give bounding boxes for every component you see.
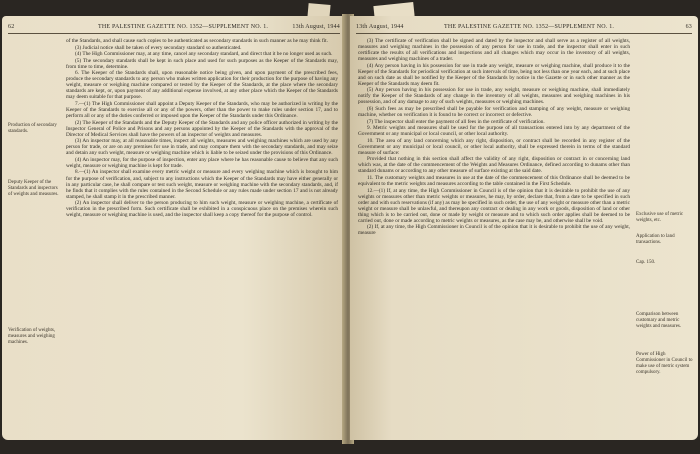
right-page (350, 16, 698, 440)
paragraph: 10. The area of any land concerning which any right, disposition, or contract shall be recorded in any register of the Government or any municipal or local council, or other local authority, shall be expressed therein in terms of the standard measure of surface: (358, 137, 630, 156)
text-column (358, 38, 630, 237)
paragraph: (7) The inspector shall enter the payment of all fees in the certificate of verification. (367, 118, 545, 125)
left-page (2, 16, 346, 440)
margin-note: Production of secondary standards. (8, 123, 57, 134)
paragraph: 12.—(1) If, at any time, the High Commissioner in Council is of the opinion that it is desirable to prohibit the use of any weights or measures other than metric weights or measures, he may, by order, declare that, from a date to be specified in such order and with such reservations (if any) as may be specified in such order, the use of any weight or measure other than a metric weight or measure shall be unlawful, and thereupon any contract or dealing in any work or goods, disposition of land or other thing which is to be carried out, done or made by weight or measure and to which such order applies shall be deemed to be carried out, done or made according to metric weights or measures, as the case may be, and otherwise shall be void. (358, 187, 630, 224)
paragraph: (2) An inspector shall deliver to the person producing to him such weight, measure or weighing machine, a certificate of verification in the prescribed form. Such certificate shall be exhibited in a conspicuous place on the premises wherein such weight, measure or weighing machine is used, and the inspector shall keep a copy thereof for the purpose of control. (66, 200, 338, 219)
paragraph: of the Standards, and shall cause such copies to be authenticated as secondary standards in such manner as he may think fit. (66, 38, 328, 44)
paragraph: (2) If, at any time, the High Commissioner in Council is of the opinion that it is desirable to prohibit the use of any weight, measure (358, 224, 630, 237)
text-column (66, 38, 338, 219)
paragraph: (4) The High Commissioner may, at any time, cancel any secondary standard, and direct that it be no longer used as such. (75, 51, 333, 58)
margin-note: Deputy Keeper of the Standards and inspectors of weights and measures. (8, 180, 59, 197)
paragraph: 8.—(1) An inspector shall examine every metric weight or measure and every weighing machine which is brought to him for the purpose of verification, and, subject to any instructions which the Keeper of the Standards may have either generally or in any particular case, he shall compare or test such weight, measure or weighing machine with the secondary standards, and, if he finds that it complies with the rules contained in the Second Schedule or any rules made under section 17 and is not already stamped, he shall stamp it in the prescribed manner. (66, 169, 338, 200)
running-title: THE PALESTINE GAZETTE NO. 1352—SUPPLEMENT NO. 1. (444, 24, 615, 30)
margin-note: Exclusive use of metric weights, etc. (636, 212, 684, 223)
paragraph: (4) An inspector may, for the purpose of inspection, enter any place where he has reasonable cause to believe that any such weight, measure or weighing machine is kept for trade. (66, 156, 338, 169)
margin-note: Verification of weights, measures and weighing machines. (8, 328, 56, 345)
issue-date: 13th August, 1944 (356, 24, 404, 30)
paragraph: 11. The customary weights and measures in use at the date of the commencement of this Ordinance shall be deemed to be equivalent to the metric weights and measures according to the table contained in the First Schedule. (358, 175, 630, 188)
open-gazette-book (2, 2, 698, 450)
paragraph: (3) Judicial notice shall be taken of every secondary standard so authenticated. (75, 44, 242, 51)
paragraph: (6) Such fees as may be prescribed shall be payable for verification and stamping of any weight, measure or weighing machine, whether on verification it is found to be correct or incorrect or defective. (358, 106, 630, 119)
paragraph: Provided that nothing in this section shall affect the validity of any right, disposition or contract in or concerning land which was, at the date of the commencement of the Weights and Measures Ordinance, defined according to dunams other than standard dunams or according to any other measure of surface existing at the said date. (358, 156, 630, 175)
page-number: 62 (8, 24, 15, 30)
issue-date: 13th August, 1944 (292, 24, 340, 30)
paragraph: 6. The Keeper of the Standards shall, upon reasonable notice being given, and upon payment of the prescribed fees, produce the secondary standards to any person who makes written application for their production for the purpose of having any weight, measure or weighing machine compared or tested by the Keeper of the Standards, at the place where the secondary standards are kept, or, upon payment of any additional expense involved, at any other place which the Keeper of the Standards may deem suitable for that purpose. (66, 70, 338, 101)
paragraph: (5) Any person having in his possession for use in trade, any weight, measure or weighing machine, shall immediately notify the Keeper of the Standards of any change in the inventory of all weights, measures and weighing machines in his possession, and of any damage to any of such weights, measures or weighing machines. (358, 87, 630, 106)
paragraph: (5) The secondary standards shall be kept in such place and used for such purposes as the Keeper of the Standards may, from time to time, determine. (66, 57, 338, 70)
paragraph: (3) The certificate of verification shall be signed and dated by the inspector and shall serve as a register of all weights, measures and weighing machines in the possession of any person for use in trade, and the inspector shall enter in such certificate the results of all verifications and inspections and all changes which may occur in the inventory of all weights, measures and weighing machines of a trader. (358, 38, 630, 63)
page-number: 63 (685, 24, 692, 30)
paragraph: (2) The Keeper of the Standards and the Deputy Keeper of the Standards and any police officer authorized in writing by the Inspector General of Police and Prisons and any persons appointed by the Keeper of the Standards with the approval of the Director of Medical Services shall have the powers of an inspector of weights and measures. (66, 119, 338, 138)
paragraph: 7.—(1) The High Commissioner shall appoint a Deputy Keeper of the Standards, who may be authorized in writing by the Keeper of the Standards to exercise all or any of the powers, other than the power to make rules under section 17, and to perform all or any of the duties conferred or imposed upon the Keeper of the Standards under this Ordinance. (66, 100, 338, 120)
margin-note: Application to land transactions. (636, 234, 675, 245)
header-rule (356, 33, 692, 34)
margin-note: Cap. 150. (636, 260, 656, 265)
margin-note: Comparison between customary and metric weights and measures. (636, 312, 682, 329)
header-rule (8, 33, 340, 34)
paragraph: (3) An inspector may, at all reasonable times, inspect all weights, measures and weighing machines which are used by any person for trade, or are on any premises for use in trade, and may compare them with the secondary standards, and may seize and detain any such weight, measure or weighing machine which is liable to be seized under the provisions of this Ordinance. (66, 138, 338, 157)
running-title: THE PALESTINE GAZETTE NO. 1352—SUPPLEMENT NO. 1. (98, 24, 269, 30)
paragraph: (4) Any person having in his possession for use in trade any weight, measure or weighing machine, shall produce it to the Keeper of the Standards for periodical verification at such intervals of time, being not less than one year each, and at such place and on such date as shall be notified by the Keeper of the Standards by notice in the Gazette or in such other manner as the Keeper of the Standards may deem fit. (358, 62, 630, 87)
paragraph: 9. Metric weights and measures shall be used for the purpose of all transactions entered into by any department of the Government or any municipal or local council, or other local authority. (358, 125, 630, 138)
margin-note: Power of High Commissioner in Council to make use of metric system compulsory. (636, 352, 693, 375)
